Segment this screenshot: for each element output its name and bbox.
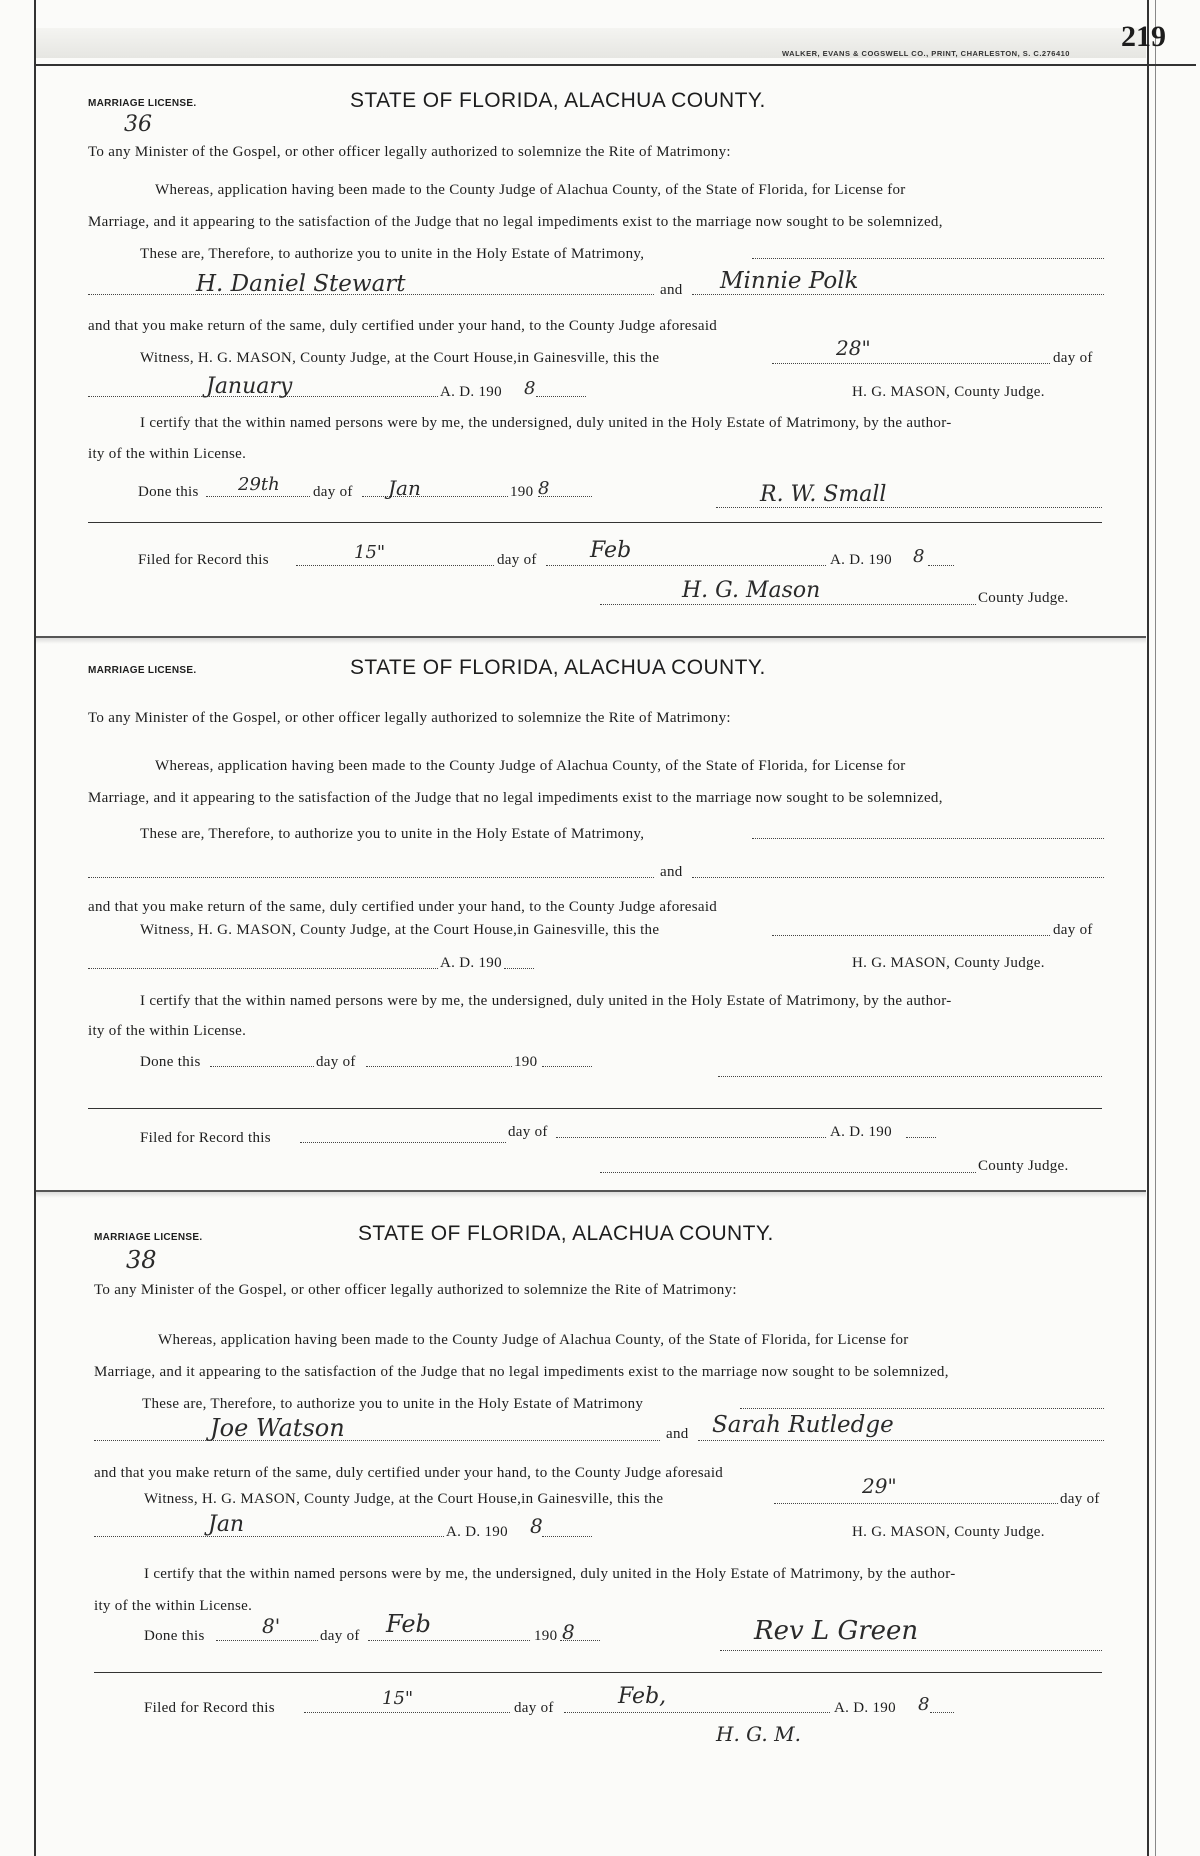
- day-of-label: day of: [1053, 922, 1093, 938]
- and-label: and: [660, 282, 683, 298]
- license-month: Jan: [208, 1512, 245, 1537]
- ad-label: A. D. 190: [440, 955, 502, 971]
- officiant-signature: R. W. Small: [760, 482, 887, 507]
- bride-name: Sarah Rutledge: [712, 1412, 894, 1438]
- right-border-outer: [1155, 0, 1156, 1856]
- day-of-label: day of: [1053, 350, 1093, 366]
- done-day-of-label: day of: [316, 1054, 356, 1070]
- license-number: 38: [126, 1246, 157, 1274]
- witness-line: Witness, H. G. MASON, County Judge, at the Court House,in Gainesville, this the: [140, 922, 660, 938]
- done-month: Feb: [386, 1610, 431, 1638]
- authorize-line: These are, Therefore, to authorize you to unite in the Holy Estate of Matrimony,: [140, 246, 645, 262]
- and-label: and: [666, 1426, 689, 1442]
- license-label: MARRIAGE LICENSE.: [88, 665, 197, 676]
- return-line: and that you make return of the same, duly certified under your hand, to the County Judge aforesaid: [88, 318, 718, 334]
- within-license-line: ity of the within License.: [88, 1023, 247, 1039]
- license-label: MARRIAGE LICENSE.: [88, 98, 197, 109]
- filed-label: Filed for Record this: [144, 1700, 275, 1716]
- within-license-line: ity of the within License.: [88, 446, 247, 462]
- done-day: 29th: [238, 474, 280, 495]
- groom-name: Joe Watson: [210, 1414, 345, 1442]
- marriage-line: Marriage, and it appearing to the satisfaction of the Judge that no legal impediments exist to the marriage now sought to be solemnized,: [94, 1364, 949, 1380]
- license-heading: STATE OF FLORIDA, ALACHUA COUNTY.: [350, 89, 766, 112]
- groom-name: H. Daniel Stewart: [196, 271, 406, 297]
- left-border: [34, 0, 36, 1856]
- judge-line: H. G. MASON, County Judge.: [852, 384, 1045, 400]
- certify-line: I certify that the within named persons were by me, the undersigned, duly united in the Holy Estate of Matrimony, by the author-: [144, 1566, 956, 1582]
- bride-name: Minnie Polk: [720, 268, 859, 294]
- whereas-line: Whereas, application having been made to the County Judge of Alachua County, of the State of Florida, for License for: [155, 758, 906, 774]
- whereas-line: Whereas, application having been made to the County Judge of Alachua County, of the State of Florida, for License for: [155, 182, 906, 198]
- marriage-line: Marriage, and it appearing to the satisfaction of the Judge that no legal impediments exist to the marriage now sought to be solemnized,: [88, 214, 943, 230]
- county-judge-label: County Judge.: [978, 1158, 1069, 1174]
- filed-month: Feb,: [618, 1684, 667, 1709]
- filed-day-of-label: day of: [514, 1700, 554, 1716]
- filed-ad-label: A. D. 190: [830, 1124, 892, 1140]
- filed-ad-label: A. D. 190: [830, 552, 892, 568]
- ad-label: A. D. 190: [440, 384, 502, 400]
- ad-label: A. D. 190: [446, 1524, 508, 1540]
- certify-line: I certify that the within named persons were by me, the undersigned, duly united in the Holy Estate of Matrimony, by the author-: [140, 415, 952, 431]
- witness-day: 29": [862, 1474, 897, 1498]
- marriage-line: Marriage, and it appearing to the satisfaction of the Judge that no legal impediments exist to the marriage now sought to be solemnized,: [88, 790, 943, 806]
- judge-signature: H. G. Mason: [682, 578, 821, 603]
- license-heading: STATE OF FLORIDA, ALACHUA COUNTY.: [358, 1222, 774, 1245]
- judge-line: H. G. MASON, County Judge.: [852, 1524, 1045, 1540]
- filed-year-digit: 8: [918, 1694, 930, 1715]
- authorize-line: These are, Therefore, to authorize you to unite in the Holy Estate of Matrimony: [142, 1396, 644, 1412]
- within-license-line: ity of the within License.: [94, 1598, 253, 1614]
- address-line: To any Minister of the Gospel, or other officer legally authorized to solemnize the Rite of Matrimony:: [88, 710, 731, 726]
- done-this-label: Done this: [140, 1054, 201, 1070]
- filed-day-of-label: day of: [497, 552, 537, 568]
- return-line: and that you make return of the same, duly certified under your hand, to the County Judge aforesaid: [88, 899, 718, 915]
- done-day: 8': [262, 1614, 281, 1638]
- and-label: and: [660, 864, 683, 880]
- license-number: 36: [124, 112, 152, 137]
- done-day-of-label: day of: [313, 484, 353, 500]
- done-year-digit: 8: [538, 478, 550, 499]
- filed-day: 15": [382, 1688, 414, 1709]
- address-line: To any Minister of the Gospel, or other officer legally authorized to solemnize the Rite of Matrimony:: [94, 1282, 737, 1298]
- whereas-line: Whereas, application having been made to the County Judge of Alachua County, of the State of Florida, for License for: [158, 1332, 909, 1348]
- printer-credit: WALKER, EVANS & COGSWELL CO., PRINT, CHARLESTON, S. C.276410: [782, 49, 1070, 58]
- filed-year-digit: 8: [913, 546, 925, 567]
- filed-label: Filed for Record this: [138, 552, 269, 568]
- license-year-digit: 8: [530, 1514, 543, 1538]
- done-day-of-label: day of: [320, 1628, 360, 1644]
- done-year-label: 190: [534, 1628, 558, 1644]
- done-this-label: Done this: [138, 484, 199, 500]
- filed-day-of-label: day of: [508, 1124, 548, 1140]
- license-month: January: [206, 374, 293, 399]
- day-of-label: day of: [1060, 1491, 1100, 1507]
- license-heading: STATE OF FLORIDA, ALACHUA COUNTY.: [350, 656, 766, 679]
- judge-line: H. G. MASON, County Judge.: [852, 955, 1045, 971]
- address-line: To any Minister of the Gospel, or other officer legally authorized to solemnize the Rite of Matrimony:: [88, 144, 731, 160]
- witness-line: Witness, H. G. MASON, County Judge, at the Court House,in Gainesville, this the: [140, 350, 660, 366]
- license-label: MARRIAGE LICENSE.: [94, 1232, 203, 1243]
- filed-month: Feb: [590, 538, 632, 563]
- done-year-digit: 8: [562, 1620, 575, 1644]
- right-border: [1147, 0, 1149, 1856]
- witness-line: Witness, H. G. MASON, County Judge, at the Court House,in Gainesville, this the: [144, 1491, 664, 1507]
- authorize-line: These are, Therefore, to authorize you to unite in the Holy Estate of Matrimony,: [140, 826, 645, 842]
- filed-ad-label: A. D. 190: [834, 1700, 896, 1716]
- page-number: 219: [1121, 20, 1166, 53]
- return-line: and that you make return of the same, duly certified under your hand, to the County Judge aforesaid: [94, 1465, 724, 1481]
- certify-line: I certify that the within named persons were by me, the undersigned, duly united in the Holy Estate of Matrimony, by the author-: [140, 993, 952, 1009]
- filed-label: Filed for Record this: [140, 1130, 271, 1146]
- done-month: Jan: [388, 476, 421, 500]
- done-this-label: Done this: [144, 1628, 205, 1644]
- filed-day: 15": [354, 542, 386, 563]
- witness-day: 28": [836, 336, 871, 360]
- county-judge-label: County Judge.: [978, 590, 1069, 606]
- done-year-label: 190: [510, 484, 534, 500]
- officiant-signature: Rev L Green: [754, 1616, 919, 1646]
- done-year-label: 190: [514, 1054, 538, 1070]
- header-rule: [36, 64, 1196, 66]
- judge-signature: H. G. M.: [716, 1722, 801, 1746]
- license-year-digit: 8: [524, 378, 536, 399]
